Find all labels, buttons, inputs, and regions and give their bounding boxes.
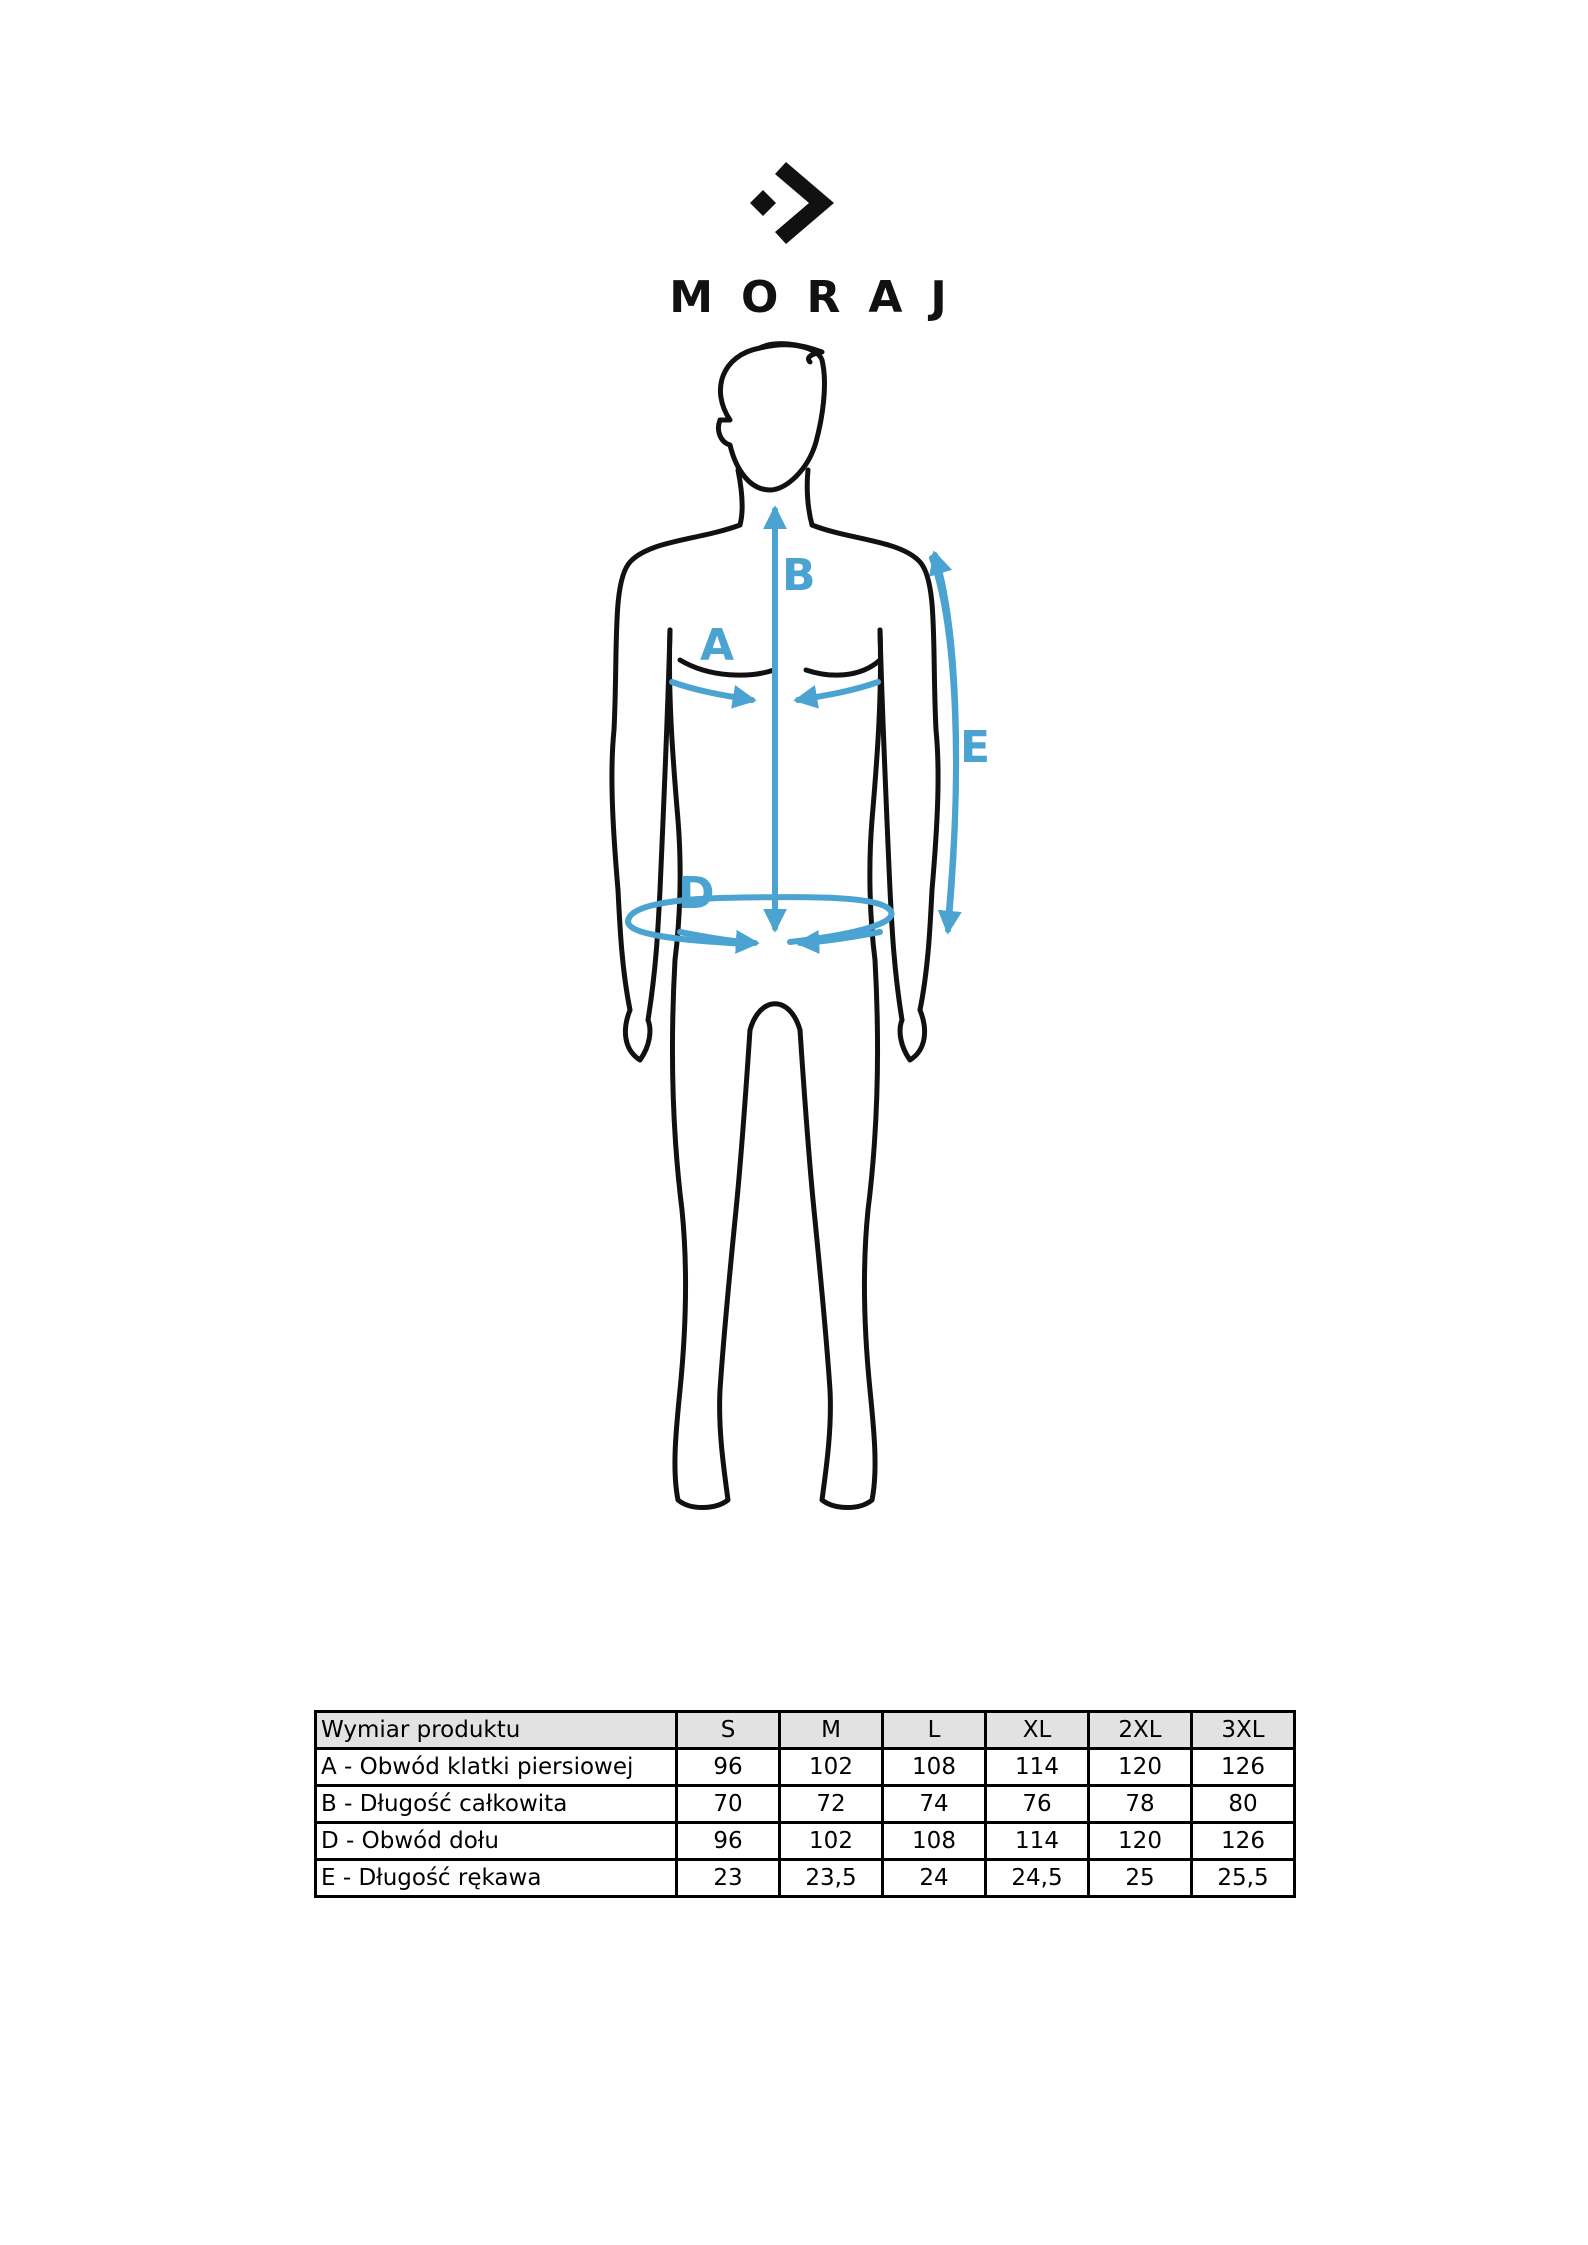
brand-name: MORAJ <box>669 272 975 323</box>
table-cell: 120 <box>1089 1823 1192 1860</box>
header-size: 2XL <box>1089 1712 1192 1749</box>
label-a: A <box>700 620 735 671</box>
header-dimension: Wymiar produktu <box>316 1712 677 1749</box>
table-row <box>316 1786 1295 1823</box>
measure-a-arrow-left <box>672 682 752 700</box>
table-cell: 24,5 <box>986 1860 1089 1897</box>
left-leg-outline <box>672 960 750 1508</box>
table-cell: 108 <box>883 1749 986 1786</box>
table-cell: 70 <box>677 1786 780 1823</box>
table-cell: 102 <box>780 1823 883 1860</box>
table-cell: 76 <box>986 1786 1089 1823</box>
table-cell: 24 <box>883 1860 986 1897</box>
table-cell: 126 <box>1192 1749 1295 1786</box>
label-b: B <box>782 550 816 601</box>
label-e: E <box>960 722 991 773</box>
table-cell: 120 <box>1089 1749 1192 1786</box>
label-d: D <box>678 868 715 919</box>
right-leg-outline <box>800 960 878 1508</box>
header-size: S <box>677 1712 780 1749</box>
row-label: A - Obwód klatki piersiowej <box>316 1749 677 1786</box>
table-cell: 78 <box>1089 1786 1192 1823</box>
table-cell: 96 <box>677 1823 780 1860</box>
table-row <box>316 1823 1295 1860</box>
table-cell: 114 <box>986 1823 1089 1860</box>
header-size: 3XL <box>1192 1712 1295 1749</box>
table-cell: 126 <box>1192 1823 1295 1860</box>
row-label: B - Długość całkowita <box>316 1786 677 1823</box>
measure-a-arrow-right <box>798 682 878 700</box>
size-table-header-row <box>316 1712 1295 1749</box>
body-measurement-diagram <box>560 330 1020 1530</box>
table-cell: 80 <box>1192 1786 1295 1823</box>
header-size: M <box>780 1712 883 1749</box>
table-cell: 96 <box>677 1749 780 1786</box>
table-cell: 72 <box>780 1786 883 1823</box>
table-cell: 25,5 <box>1192 1860 1295 1897</box>
table-row <box>316 1749 1295 1786</box>
row-label: D - Obwód dołu <box>316 1823 677 1860</box>
size-table <box>314 1710 1296 1898</box>
moraj-logo-icon <box>748 158 838 248</box>
table-cell: 108 <box>883 1823 986 1860</box>
table-cell: 74 <box>883 1786 986 1823</box>
table-cell: 114 <box>986 1749 1089 1786</box>
header-size: XL <box>986 1712 1089 1749</box>
table-cell: 23,5 <box>780 1860 883 1897</box>
table-cell: 25 <box>1089 1860 1192 1897</box>
table-row <box>316 1860 1295 1897</box>
table-cell: 23 <box>677 1860 780 1897</box>
table-cell: 102 <box>780 1749 883 1786</box>
header-size: L <box>883 1712 986 1749</box>
row-label: E - Długość rękawa <box>316 1860 677 1897</box>
